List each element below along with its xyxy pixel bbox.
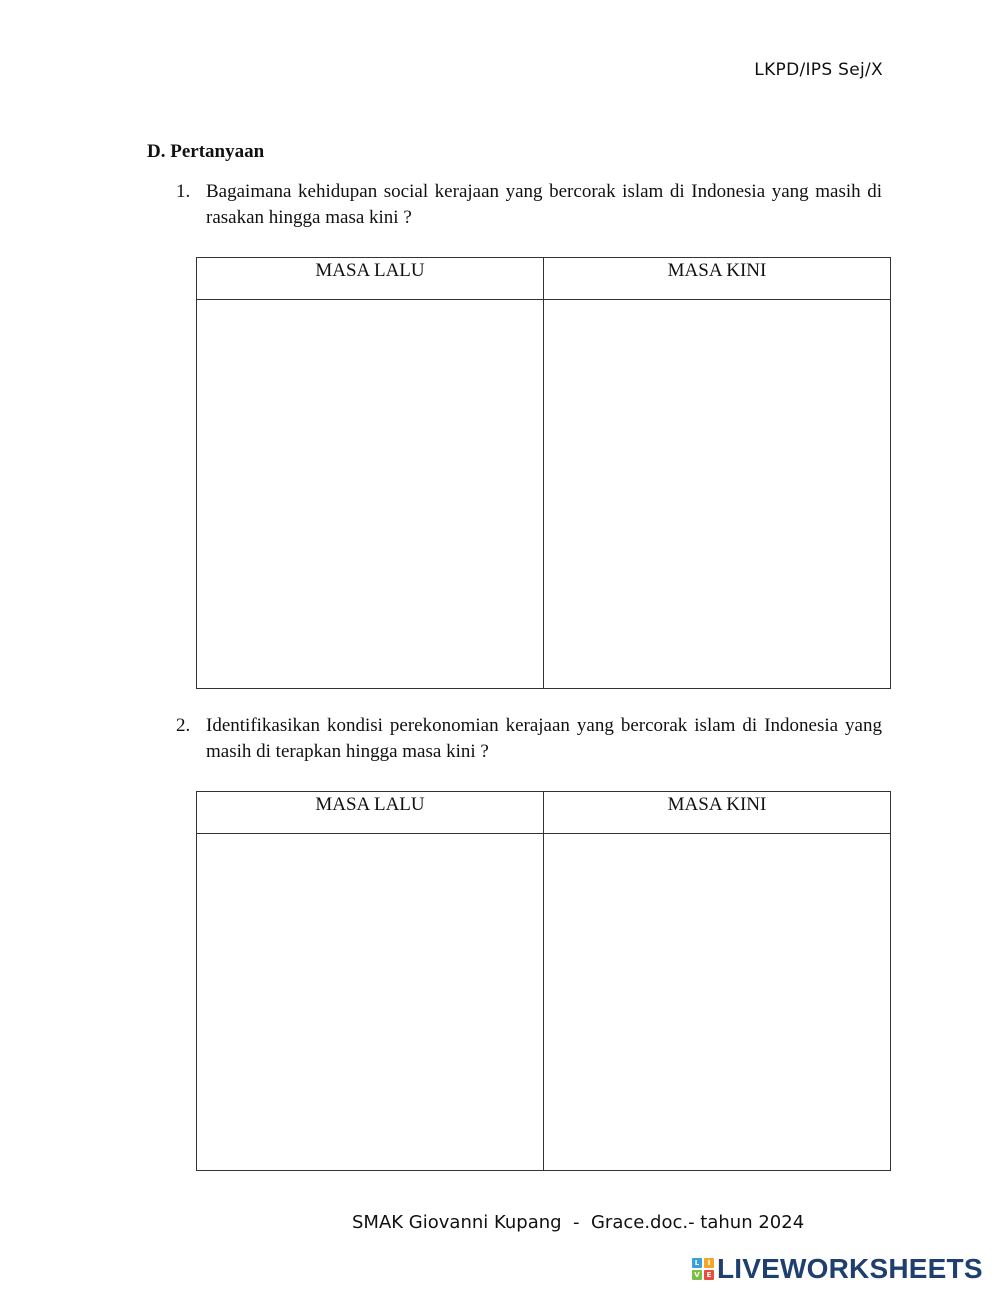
answer-table-1 (196, 257, 891, 689)
question-1 (176, 179, 882, 231)
answer-area[interactable] (544, 300, 890, 688)
question-number: 2. (176, 715, 191, 736)
page-footer: SMAK Giovanni Kupang - Grace.doc.- tahun 2024 (352, 1212, 805, 1233)
answer-cell-past[interactable] (197, 300, 544, 689)
column-header-present: MASA KINI (544, 792, 891, 834)
brand-name: LIVEWORKSHEETS (717, 1253, 983, 1284)
section-title: D. Pertanyaan (147, 141, 265, 162)
liveworksheets-logo-icon (692, 1258, 714, 1280)
answer-table-2 (196, 791, 891, 1171)
answer-area[interactable] (197, 834, 543, 1170)
document-code: LKPD/IPS Sej/X (754, 60, 883, 80)
column-header-present: MASA KINI (544, 258, 891, 300)
question-text: Bagaimana kehidupan social kerajaan yang bercorak islam di Indonesia yang masih di rasakan hingga masa kini ? (206, 181, 882, 228)
answer-area[interactable] (197, 300, 543, 688)
answer-area[interactable] (544, 834, 890, 1170)
question-text: Identifikasikan kondisi perekonomian kerajaan yang bercorak islam di Indonesia yang masih di terapkan hingga masa kini ? (206, 715, 882, 762)
question-number: 1. (176, 181, 191, 202)
answer-cell-present[interactable] (544, 834, 891, 1171)
logo-letter: E (704, 1270, 714, 1280)
question-2 (176, 713, 882, 765)
column-header-past: MASA LALU (197, 792, 544, 834)
answer-cell-past[interactable] (197, 834, 544, 1171)
liveworksheets-brand (692, 1253, 983, 1285)
answer-cell-present[interactable] (544, 300, 891, 689)
logo-letter: V (692, 1270, 702, 1280)
logo-letter: I (704, 1258, 714, 1268)
logo-letter: L (692, 1258, 702, 1268)
column-header-past: MASA LALU (197, 258, 544, 300)
